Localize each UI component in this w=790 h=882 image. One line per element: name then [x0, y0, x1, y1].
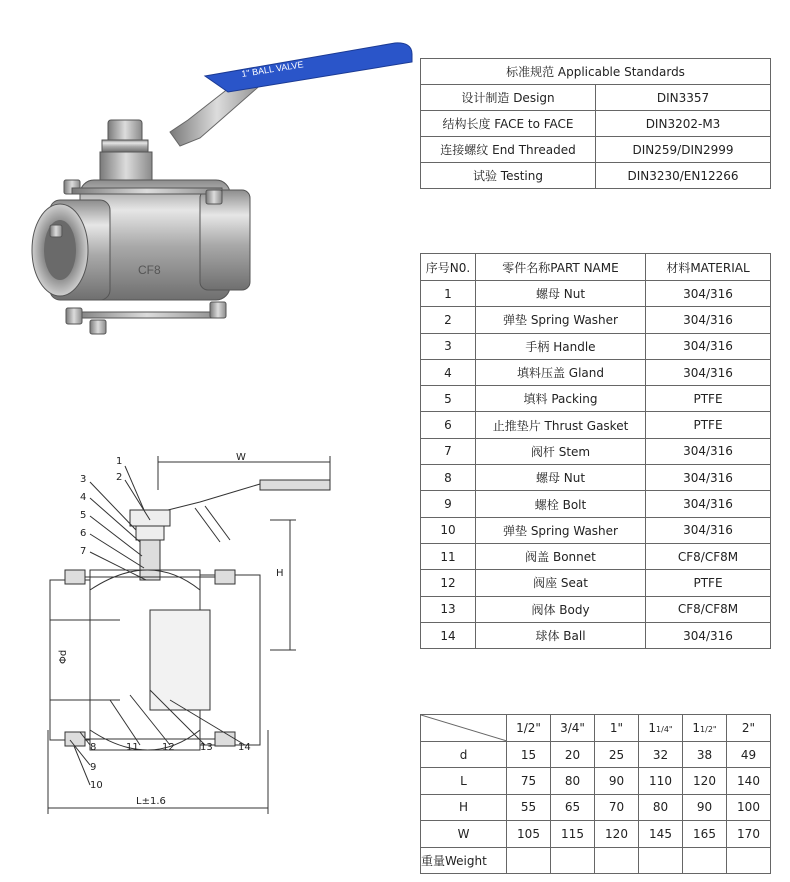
- size-value: [683, 847, 727, 873]
- size-value: 170: [727, 821, 771, 847]
- size-header-row: [421, 715, 771, 742]
- part-no: 7: [421, 438, 476, 464]
- standards-title-row: [421, 59, 771, 85]
- size-corner-cell: [421, 715, 507, 742]
- part-material: 304/316: [646, 359, 771, 385]
- standards-row: [421, 111, 771, 137]
- size-row: [421, 742, 771, 768]
- standards-row: [421, 137, 771, 163]
- callout-13: 13: [200, 742, 213, 753]
- part-material: 304/316: [646, 281, 771, 307]
- part-material: CF8/CF8M: [646, 596, 771, 622]
- size-main: 1: [692, 721, 701, 735]
- part-no: 3: [421, 333, 476, 359]
- parts-header-name: 零件名称PART NAME: [476, 254, 646, 281]
- part-material: 304/316: [646, 333, 771, 359]
- parts-row: [421, 465, 771, 491]
- part-name: 弹垫 Spring Washer: [476, 517, 646, 543]
- size-value: 49: [727, 742, 771, 768]
- size-value: 105: [507, 821, 551, 847]
- size-value: 90: [595, 768, 639, 794]
- parts-row: [421, 517, 771, 543]
- size-col-header: [639, 715, 683, 742]
- size-row-label: H: [421, 794, 507, 820]
- part-no: 1: [421, 281, 476, 307]
- size-value: 145: [639, 821, 683, 847]
- standards-table: [420, 58, 771, 189]
- part-no: 14: [421, 622, 476, 648]
- standard-label: 试验 Testing: [421, 163, 596, 189]
- parts-header-material: 材料MATERIAL: [646, 254, 771, 281]
- part-name: 填料压盖 Gland: [476, 359, 646, 385]
- size-value: 55: [507, 794, 551, 820]
- standard-label: 设计制造 Design: [421, 85, 596, 111]
- part-no: 5: [421, 386, 476, 412]
- callout-12: 12: [162, 742, 175, 753]
- dimension-w: W: [236, 452, 246, 463]
- part-no: 10: [421, 517, 476, 543]
- size-value: 75: [507, 768, 551, 794]
- size-main: 1": [609, 721, 624, 735]
- part-material: 304/316: [646, 307, 771, 333]
- part-material: PTFE: [646, 412, 771, 438]
- size-value: [727, 847, 771, 873]
- size-main: 3/4": [560, 721, 585, 735]
- size-main: 2": [741, 721, 756, 735]
- parts-row: [421, 570, 771, 596]
- size-value: 140: [727, 768, 771, 794]
- size-col-header: [727, 715, 771, 742]
- size-col-header: [683, 715, 727, 742]
- part-name: 止推垫片 Thrust Gasket: [476, 412, 646, 438]
- callout-3: 3: [80, 474, 87, 485]
- size-value: [639, 847, 683, 873]
- size-value: 65: [551, 794, 595, 820]
- size-value: 90: [683, 794, 727, 820]
- callout-5: 5: [80, 510, 87, 521]
- part-no: 8: [421, 465, 476, 491]
- size-row-label: L: [421, 768, 507, 794]
- callout-2: 2: [116, 472, 123, 483]
- size-value: 100: [727, 794, 771, 820]
- part-no: 11: [421, 543, 476, 569]
- callout-14: 14: [238, 742, 251, 753]
- valve-photo: [20, 40, 420, 360]
- parts-header-row: [421, 254, 771, 281]
- part-name: 手柄 Handle: [476, 333, 646, 359]
- body-mark: CF8: [138, 263, 161, 277]
- part-material: 304/316: [646, 491, 771, 517]
- size-main: 1/2": [516, 721, 541, 735]
- size-value: [595, 847, 639, 873]
- standard-label: 结构长度 FACE to FACE: [421, 111, 596, 137]
- callout-8: 8: [90, 742, 97, 753]
- technical-drawing: [40, 450, 340, 820]
- size-value: 70: [595, 794, 639, 820]
- size-value: 15: [507, 742, 551, 768]
- size-col-header: [551, 715, 595, 742]
- size-value: 115: [551, 821, 595, 847]
- part-no: 12: [421, 570, 476, 596]
- size-row: [421, 821, 771, 847]
- handle: [170, 43, 412, 146]
- part-material: CF8/CF8M: [646, 543, 771, 569]
- parts-row: [421, 386, 771, 412]
- size-row: [421, 847, 771, 873]
- part-name: 螺母 Nut: [476, 465, 646, 491]
- dimension-l: L±1.6: [136, 796, 166, 807]
- size-value: 110: [639, 768, 683, 794]
- part-name: 阀杆 Stem: [476, 438, 646, 464]
- standard-value: DIN3357: [596, 85, 771, 111]
- standard-value: DIN259/DIN2999: [596, 137, 771, 163]
- part-material: 304/316: [646, 622, 771, 648]
- callout-4: 4: [80, 492, 87, 503]
- parts-row: [421, 307, 771, 333]
- size-col-header: [595, 715, 639, 742]
- size-row-label: 重量Weight: [421, 847, 507, 873]
- dimension-d: Φd: [58, 649, 69, 664]
- handle-text: 1" BALL VALVE: [240, 59, 305, 79]
- size-value: 25: [595, 742, 639, 768]
- part-material: PTFE: [646, 386, 771, 412]
- part-name: 阀座 Seat: [476, 570, 646, 596]
- part-material: PTFE: [646, 570, 771, 596]
- part-name: 弹垫 Spring Washer: [476, 307, 646, 333]
- parts-header-no: 序号N0.: [421, 254, 476, 281]
- standard-label: 连接螺纹 End Threaded: [421, 137, 596, 163]
- parts-row: [421, 333, 771, 359]
- size-value: 120: [595, 821, 639, 847]
- parts-row: [421, 359, 771, 385]
- standards-row: [421, 85, 771, 111]
- parts-table: [420, 253, 771, 649]
- part-name: 阀盖 Bonnet: [476, 543, 646, 569]
- parts-row: [421, 596, 771, 622]
- size-sub: 1/4": [656, 725, 673, 734]
- callout-1: 1: [116, 456, 123, 467]
- parts-row: [421, 412, 771, 438]
- callout-9: 9: [90, 762, 97, 773]
- size-value: 165: [683, 821, 727, 847]
- size-col-header: [507, 715, 551, 742]
- size-value: 38: [683, 742, 727, 768]
- size-value: 80: [639, 794, 683, 820]
- size-value: [551, 847, 595, 873]
- dimension-h: H: [276, 568, 284, 579]
- size-row-label: W: [421, 821, 507, 847]
- part-name: 球体 Ball: [476, 622, 646, 648]
- size-value: 120: [683, 768, 727, 794]
- callout-10: 10: [90, 780, 103, 791]
- standard-value: DIN3202-M3: [596, 111, 771, 137]
- diagonal-line: [421, 715, 507, 741]
- part-no: 9: [421, 491, 476, 517]
- size-row: [421, 768, 771, 794]
- size-value: 80: [551, 768, 595, 794]
- size-main: 1: [648, 721, 657, 735]
- parts-row: [421, 281, 771, 307]
- callout-11: 11: [126, 742, 139, 753]
- part-name: 螺母 Nut: [476, 281, 646, 307]
- callout-6: 6: [80, 528, 87, 539]
- standards-row: [421, 163, 771, 189]
- stem-nut: [100, 120, 152, 186]
- size-row: [421, 794, 771, 820]
- part-name: 填料 Packing: [476, 386, 646, 412]
- parts-row: [421, 438, 771, 464]
- size-value: [507, 847, 551, 873]
- part-no: 4: [421, 359, 476, 385]
- part-material: 304/316: [646, 438, 771, 464]
- part-no: 13: [421, 596, 476, 622]
- size-table: [420, 714, 771, 874]
- size-row-label: d: [421, 742, 507, 768]
- part-material: 304/316: [646, 465, 771, 491]
- part-material: 304/316: [646, 517, 771, 543]
- parts-row: [421, 491, 771, 517]
- callout-7: 7: [80, 546, 87, 557]
- standard-value: DIN3230/EN12266: [596, 163, 771, 189]
- parts-row: [421, 622, 771, 648]
- part-no: 6: [421, 412, 476, 438]
- part-no: 2: [421, 307, 476, 333]
- part-name: 螺栓 Bolt: [476, 491, 646, 517]
- parts-row: [421, 543, 771, 569]
- standards-title: 标准规范 Applicable Standards: [421, 59, 771, 85]
- part-name: 阀体 Body: [476, 596, 646, 622]
- size-value: 20: [551, 742, 595, 768]
- size-value: 32: [639, 742, 683, 768]
- size-sub: 1/2": [700, 725, 717, 734]
